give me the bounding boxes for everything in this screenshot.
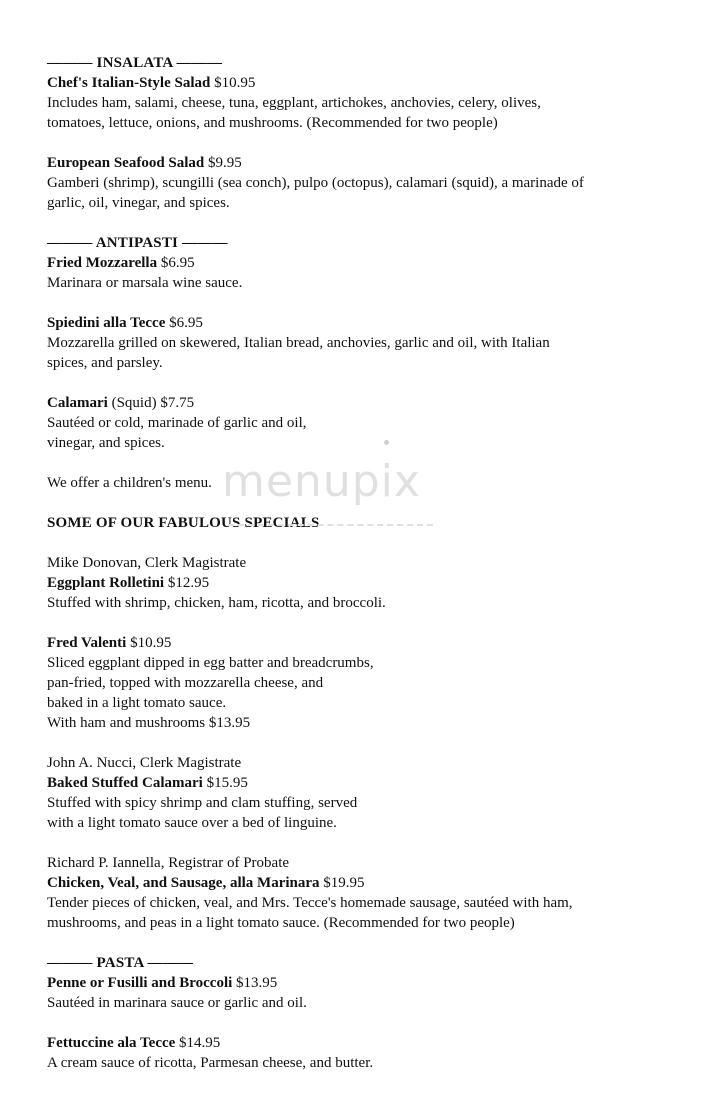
item-price: $13.95 <box>236 975 278 991</box>
section-header-insalata: ——— INSALATA ——— <box>47 55 223 71</box>
section-header-pasta: ——— PASTA ——— <box>47 955 194 971</box>
item-description: with a light tomato sauce over a bed of linguine. <box>47 815 337 831</box>
special-credit: Mike Donovan, Clerk Magistrate <box>47 555 247 571</box>
section-header-antipasti: ——— ANTIPASTI ——— <box>47 235 228 251</box>
item-description: pan-fried, topped with mozzarella cheese, and <box>47 675 324 691</box>
item-description: tomatoes, lettuce, onions, and mushrooms. (Recommended for two people) <box>47 115 498 131</box>
item-price: $7.75 <box>160 395 195 411</box>
item-price: $6.95 <box>169 315 203 331</box>
item-name: Eggplant Rolletini <box>47 575 165 591</box>
item-name: European Seafood Salad <box>47 155 205 171</box>
item-name: Penne or Fusilli and Broccoli <box>47 975 233 991</box>
item-price: $14.95 <box>179 1035 221 1051</box>
menu-item-title <box>47 73 697 93</box>
item-name-suffix: (Squid) <box>111 395 157 411</box>
item-price: $10.95 <box>214 75 256 91</box>
menu-item-title <box>47 633 697 653</box>
item-description: Sliced eggplant dipped in egg batter and breadcrumbs, <box>47 655 374 671</box>
item-price: $10.95 <box>130 635 172 651</box>
item-price: $6.95 <box>160 255 195 271</box>
item-name: Calamari <box>47 395 108 411</box>
menu-item-title <box>47 253 697 273</box>
item-name: Fred Valenti <box>47 635 127 651</box>
item-description: Gamberi (shrimp), scungilli (sea conch), pulpo (octopus), calamari (squid), a marinade of <box>47 175 584 191</box>
menu-item-title <box>47 1033 697 1053</box>
item-description: spices, and parsley. <box>47 355 163 371</box>
special-credit: John A. Nucci, Clerk Magistrate <box>47 755 242 771</box>
item-description: Stuffed with shrimp, chicken, ham, ricotta, and broccoli. <box>47 595 386 611</box>
item-name: Chicken, Veal, and Sausage, alla Marinara <box>47 875 320 891</box>
item-name: Fettuccine ala Tecce <box>47 1035 176 1051</box>
item-description: Sautéed in marinara sauce or garlic and oil. <box>47 995 307 1011</box>
menu-item-title <box>47 393 697 413</box>
item-name: Baked Stuffed Calamari <box>47 775 203 791</box>
menu-item-title <box>47 313 697 333</box>
item-description: Marinara or marsala wine sauce. <box>47 275 243 291</box>
watermark-underline <box>228 524 433 526</box>
menu-item-title <box>47 973 697 993</box>
item-description: Stuffed with spicy shrimp and clam stuffing, served <box>47 795 358 811</box>
menu-item-title <box>47 153 697 173</box>
item-price: $19.95 <box>323 875 365 891</box>
item-name: Spiedini alla Tecce <box>47 315 166 331</box>
item-description: A cream sauce of ricotta, Parmesan cheese, and butter. <box>47 1055 374 1071</box>
item-description: Tender pieces of chicken, veal, and Mrs. Tecce's homemade sausage, sautéed with ham, <box>47 895 573 911</box>
item-name: Chef's Italian-Style Salad <box>47 75 211 91</box>
menu-item-title <box>47 873 697 893</box>
item-price: $9.95 <box>208 155 242 171</box>
item-description: With ham and mushrooms $13.95 <box>47 715 251 731</box>
item-description: Sautéed or cold, marinade of garlic and oil, <box>47 415 307 431</box>
item-name: Fried Mozzarella <box>47 255 158 271</box>
item-description: vinegar, and spices. <box>47 435 165 451</box>
childrens-menu-note: We offer a children's menu. <box>47 475 212 491</box>
item-description: mushrooms, and peas in a light tomato sauce. (Recommended for two people) <box>47 915 515 931</box>
watermark-dot <box>384 440 389 445</box>
menu-page <box>47 53 697 1073</box>
item-price: $12.95 <box>167 575 210 591</box>
menu-item-title <box>47 773 697 793</box>
item-description: Mozzarella grilled on skewered, Italian bread, anchovies, garlic and oil, with Italian <box>47 335 550 351</box>
menu-item-title <box>47 573 697 593</box>
item-description: baked in a light tomato sauce. <box>47 695 227 711</box>
item-description: garlic, oil, vinegar, and spices. <box>47 195 230 211</box>
menupix-watermark: menupix <box>222 456 421 507</box>
item-description: Includes ham, salami, cheese, tuna, eggplant, artichokes, anchovies, celery, olives, <box>47 95 541 111</box>
section-header-specials: SOME OF OUR FABULOUS SPECIALS <box>47 515 320 531</box>
special-credit: Richard P. Iannella, Registrar of Probate <box>47 855 290 871</box>
item-price: $15.95 <box>206 775 248 791</box>
